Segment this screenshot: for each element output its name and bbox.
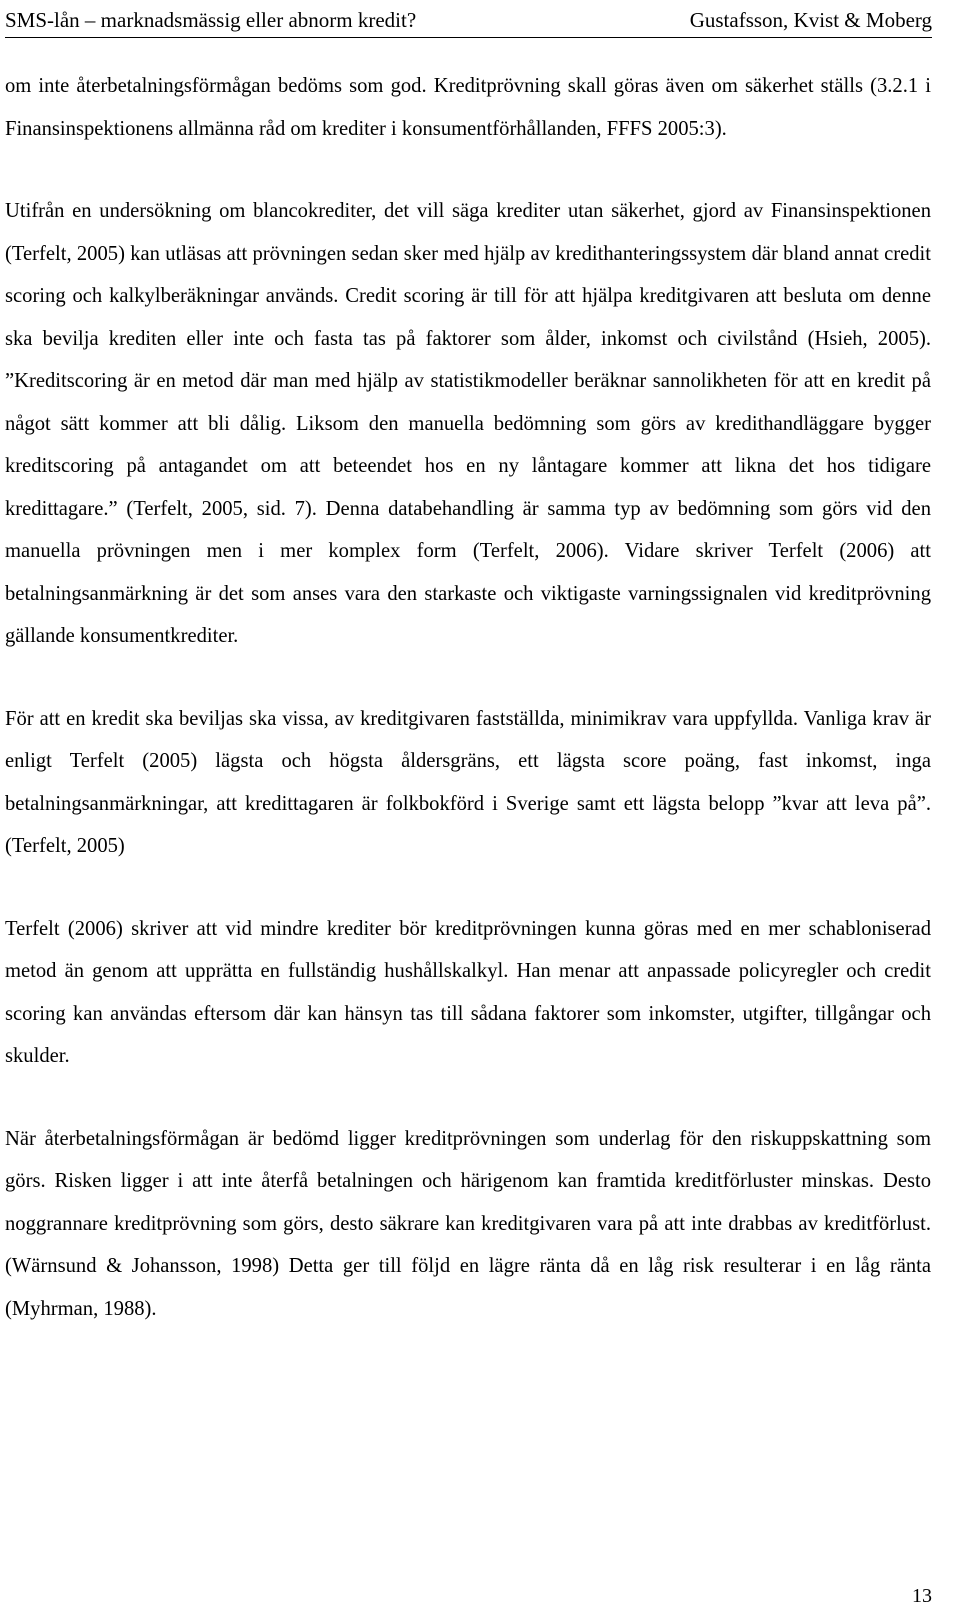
paragraph-4: Terfelt (2006) skriver att vid mindre krediter bör kreditprövningen kunna göras med en mer schabloniserad metod än genom att upprätta en fullständig hushållskalkyl. Han menar att anpassade policyregler och credit scoring kan användas eftersom där kan hänsyn tas till sådana faktorer som inkomster, utgifter, tillgångar och skulder. <box>5 917 931 1067</box>
paragraph-5: När återbetalningsförmågan är bedömd ligger kreditprövningen som underlag för den riskuppskattning som görs. Risken ligger i att inte återfå betalningen och härigenom kan framtida kreditförluster minskas. Desto noggrannare kreditprövning som görs, desto säkrare kan kreditgivaren vara på att inte drabbas av kreditförlust. (Wärnsund & Johansson, 1998) Detta ger till följd en lägre ränta då en låg risk resulterar i en låg ränta (Myhrman, 1988). <box>5 1127 931 1320</box>
paragraph-2: Utifrån en undersökning om blancokrediter, det vill säga krediter utan säkerhet, gjord av Finansinspektionen (Terfelt, 2005) kan utläsas att prövningen sedan sker med hjälp av kredithanteringssystem där bland annat credit scoring och kalkylberäkningar används. Credit scoring är till för att hjälpa kreditgivaren att besluta om denne ska bevilja krediten eller inte och fasta tas på faktorer som ålder, inkomst och civilstånd (Hsieh, 2005). ”Kreditscoring är en metod där man med hjälp av statistikmodeller beräknar sannolikheten för att en kredit på något sätt kommer att bli dålig. Liksom den manuella bedömning som görs av kredithandläggare bygger kreditscoring på antagandet om att beteendet hos en ny låntagare kommer att likna det hos tidigare kredittagare.” (Terfelt, 2005, sid. 7). Denna databehandling är samma typ av bedömning som görs vid den manuella prövningen men i mer komplex form (Terfelt, 2006). Vidare skriver Terfelt (2006) att betalningsanmärkning är det som anses vara den starkaste och viktigaste varningssignalen vid kreditprövning gällande konsumentkrediter. <box>5 200 931 647</box>
paragraph-3: För att en kredit ska beviljas ska vissa, av kreditgivaren fastställda, minimikrav vara uppfyllda. Vanliga krav är enligt Terfelt (2005) lägsta och högsta åldersgräns, ett lägsta score poäng, fast inkomst, inga betalningsanmärkningar, att kredittagaren är folkbokförd i Sverige samt ett lägsta belopp ”kvar att leva på”. (Terfelt, 2005) <box>5 707 931 857</box>
document-title: SMS-lån – marknadsmässig eller abnorm kredit? <box>5 7 417 32</box>
document-authors: Gustafsson, Kvist & Moberg <box>689 7 932 32</box>
paragraph-1: om inte återbetalningsförmågan bedöms som god. Kreditprövning skall göras även om säkerhet ställs (3.2.1 i Finansinspektionens allmänna råd om krediter i konsumentförhållanden, FFFS 2005:3). <box>5 75 931 140</box>
document-body <box>5 65 931 1370</box>
page-header <box>5 3 932 38</box>
page-number: 13 <box>912 1585 932 1607</box>
